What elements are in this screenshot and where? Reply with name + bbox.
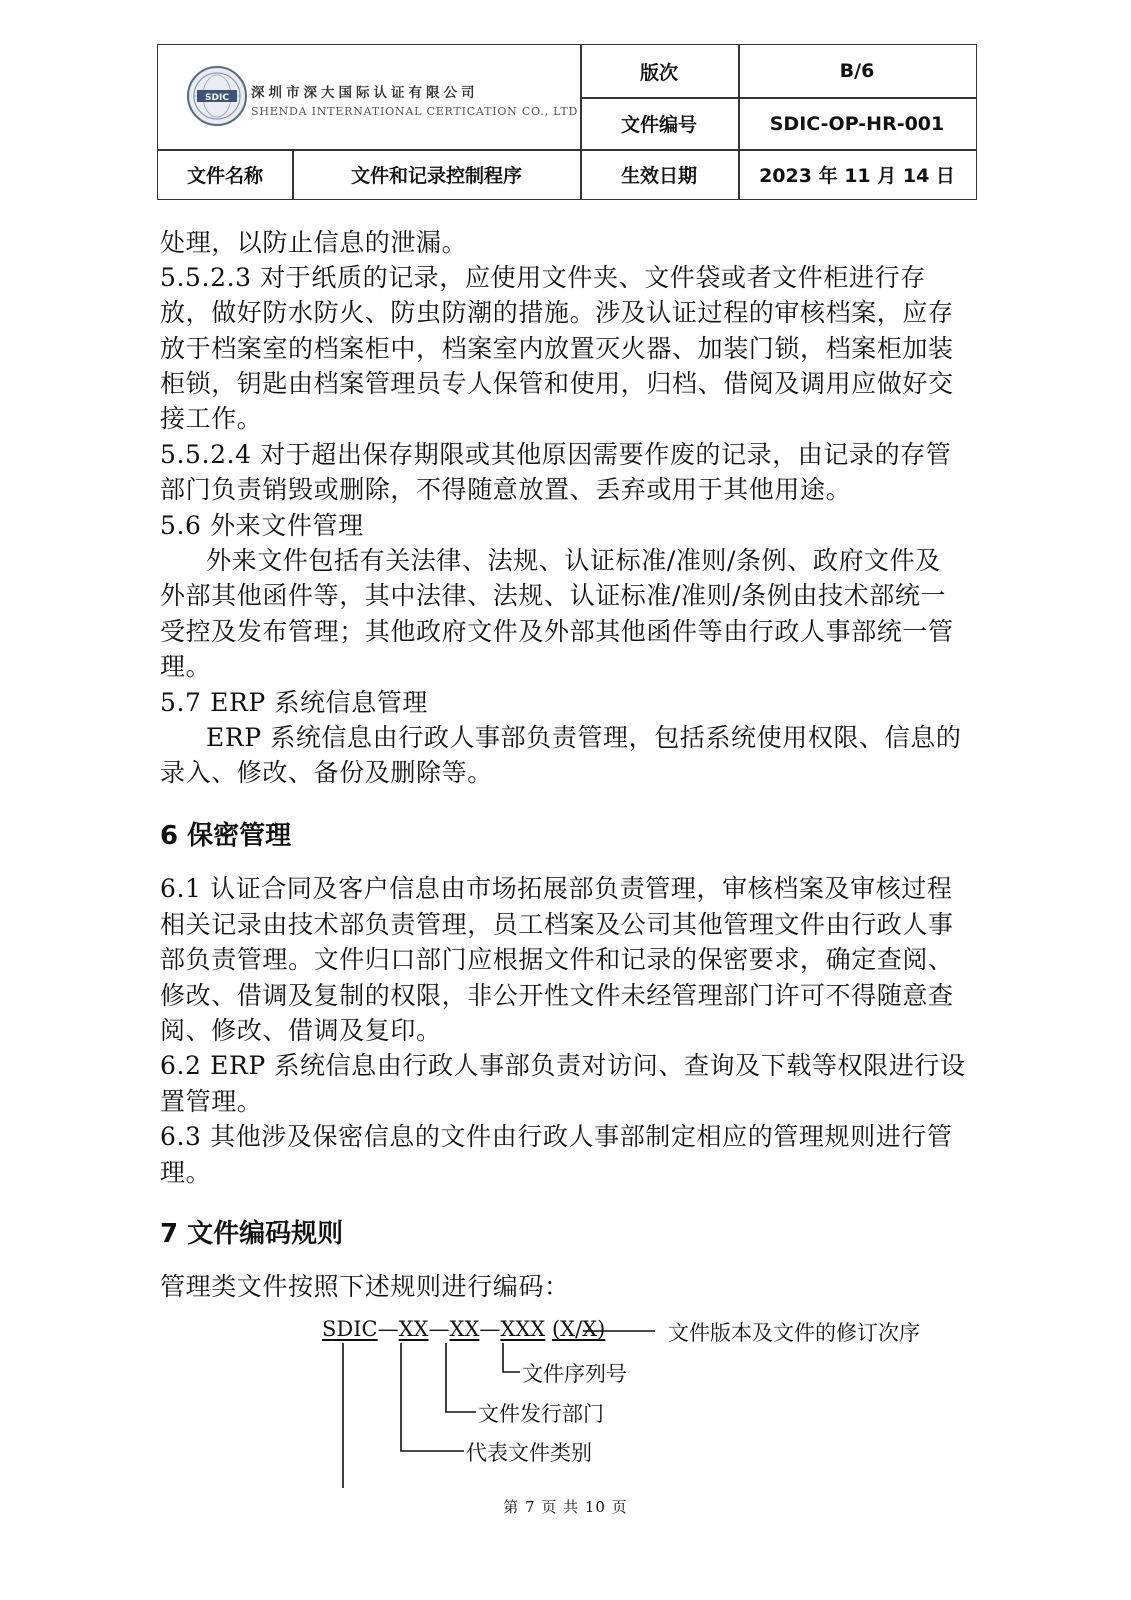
body-line: 受控及发布管理；其他政府文件及外部其他函件等由行政人事部统一管 bbox=[160, 617, 954, 646]
section-heading: 6 保密管理 bbox=[160, 821, 292, 851]
company-name-cn: 深圳市深大国际认证有限公司 bbox=[251, 85, 479, 101]
code-dash: — bbox=[377, 1317, 399, 1341]
body-line: 放于档案室的档案柜中，档案室内放置灭火器、加装门锁，档案柜加装 bbox=[160, 334, 954, 363]
company-name-en: SHENDA INTERNATIONAL CERTICATION CO., LTD bbox=[251, 105, 579, 118]
code-dash: — bbox=[428, 1317, 450, 1341]
label-serial: 文件序列号 bbox=[522, 1362, 627, 1386]
version-value: B/6 bbox=[839, 60, 875, 82]
label-dept: 文件发行部门 bbox=[478, 1402, 604, 1426]
body-line: 接工作。 bbox=[160, 404, 263, 433]
svg-text:SDIC: SDIC bbox=[205, 93, 229, 103]
body-line: 理。 bbox=[160, 652, 212, 681]
page-number: 第 7 页 共 10 页 bbox=[503, 1498, 628, 1516]
body-line: 管理类文件按照下述规则进行编码： bbox=[160, 1272, 570, 1301]
label-type: 代表文件类别 bbox=[466, 1441, 592, 1465]
docno-value: SDIC-OP-HR-001 bbox=[769, 112, 945, 135]
body-line: 理。 bbox=[160, 1158, 212, 1187]
body-line: 相关记录由技术部负责管理，员工档案及公司其他管理文件由行政人事 bbox=[160, 910, 954, 939]
version-label: 版次 bbox=[639, 61, 678, 84]
body-line: 柜锁，钥匙由档案管理员专人保管和使用，归档、借阅及调用应做好交 bbox=[160, 369, 954, 398]
effective-label: 生效日期 bbox=[620, 165, 697, 187]
connector-line bbox=[401, 1343, 464, 1451]
docname-value: 文件和记录控制程序 bbox=[350, 165, 522, 187]
connector-line bbox=[503, 1343, 520, 1372]
code-serial: XXX bbox=[500, 1317, 546, 1341]
label-version: 文件版本及文件的修订次序 bbox=[668, 1321, 920, 1345]
connector-line bbox=[446, 1343, 476, 1412]
body-line: 5.5.2.3 对于纸质的记录，应使用文件夹、文件袋或者文件柜进行存 bbox=[160, 263, 926, 292]
body-line: 6.3 其他涉及保密信息的文件由行政人事部制定相应的管理规则进行管 bbox=[160, 1122, 953, 1151]
code-type: XX bbox=[398, 1317, 429, 1341]
body-line: 部门负责销毁或删除，不得随意放置、丢弃或用于其他用途。 bbox=[160, 475, 852, 504]
section-heading: 7 文件编码规则 bbox=[160, 1219, 344, 1249]
company-logo bbox=[186, 65, 248, 127]
code-version: (X/X) bbox=[551, 1317, 606, 1341]
body-line: 5.5.2.4 对于超出保存期限或其他原因需要作废的记录，由记录的存管 bbox=[160, 440, 952, 469]
body-line: 阅、修改、借调及复印。 bbox=[160, 1016, 442, 1045]
code-prefix: SDIC bbox=[322, 1317, 378, 1341]
body-line: 录入、修改、备份及删除等。 bbox=[160, 758, 493, 787]
body-line: ERP 系统信息由行政人事部负责管理，包括系统使用权限、信息的 bbox=[206, 723, 962, 752]
code-dash: — bbox=[479, 1317, 501, 1341]
body-line: 外来文件包括有关法律、法规、认证标准/准则/条例、政府文件及 bbox=[206, 546, 941, 575]
subsection-heading: 5.7 ERP 系统信息管理 bbox=[160, 688, 428, 717]
effective-value: 2023 年 11 月 14 日 bbox=[759, 165, 955, 187]
code-dept: XX bbox=[449, 1317, 480, 1341]
docname-label: 文件名称 bbox=[186, 165, 263, 187]
docno-label: 文件编号 bbox=[620, 114, 697, 136]
body-line: 置管理。 bbox=[160, 1087, 263, 1116]
body-line: 部负责管理。文件归口部门应根据文件和记录的保密要求，确定查阅、 bbox=[160, 945, 954, 974]
body-line: 6.1 认证合同及客户信息由市场拓展部负责管理，审核档案及审核过程 bbox=[160, 874, 953, 903]
subsection-heading: 5.6 外来文件管理 bbox=[160, 511, 364, 540]
body-line: 外部其他函件等，其中法律、法规、认证标准/准则/条例由技术部统一 bbox=[160, 581, 947, 610]
body-line: 6.2 ERP 系统信息由行政人事部负责对访问、查询及下载等权限进行设 bbox=[160, 1051, 966, 1080]
body-line: 放，做好防水防火、防虫防潮的措施。涉及认证过程的审核档案，应存 bbox=[160, 298, 954, 327]
body-line: 修改、借调及复制的权限，非公开性文件未经管理部门许可不得随意查 bbox=[160, 981, 954, 1010]
document-header-table bbox=[157, 44, 977, 200]
code-segment-prefix bbox=[322, 1317, 605, 1341]
body-line: 处理，以防止信息的泄漏。 bbox=[160, 228, 468, 257]
